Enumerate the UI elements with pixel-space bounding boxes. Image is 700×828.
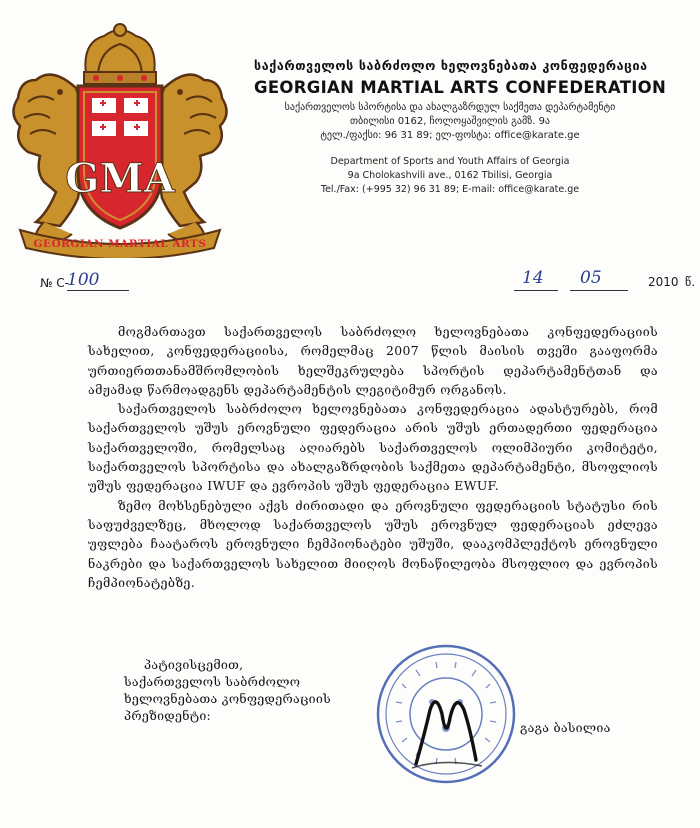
reference-number-value: 100: [67, 270, 100, 290]
reference-line: [40, 268, 696, 296]
address-block: [254, 101, 646, 197]
date-year: 2010: [648, 275, 679, 289]
address-ka-line: თბილისი 0162, ჩოლოყაშვილის გამზ. 9ა: [349, 116, 551, 127]
closing-line: ხელოვნებათა კონფედერაციის: [124, 691, 331, 706]
gma-emblem-logo: [0, 22, 240, 258]
date-day-underline: [514, 290, 558, 291]
body-paragraph: საქართველოს საბრძოლო ხელოვნებათა კონფედერაცია ადასტურებს, რომ საქართველოს უშუს ეროვნული ფედერაცია არის უშუს ერთადერთი ფედერაცია საქართველოში, რომელსაც აღიარებს საქართველოს ოლიმპიური კომიტეტი, საქართველოს სპორტისა და ახალგაზრდობის საქმეთა დეპარტამენტი, მსოფლიოს უშუს ფედერაცია IWUF და ევროპის უშუს ფედერაცია EWUF.: [88, 401, 658, 494]
closing-block: [124, 656, 331, 724]
org-name-english: GEORGIAN MARTIAL ARTS CONFEDERATION: [254, 78, 667, 97]
date-day: 14: [522, 268, 544, 288]
org-name-georgian: საქართველოს საბრძოლო ხელოვნებათა კონფედერაცია: [254, 58, 648, 73]
closing-line: საქართველოს საბრძოლო: [124, 674, 301, 689]
address-english: [254, 155, 646, 197]
body-paragraph: ზემო მოხსენებული აქვს ძირითადი და ეროვნული ფედერაციის სტატუსი რის საფუძველზეც, მხოლოდ საქართველოს უშუს ეროვნულ ფედერაციას ეძლევა უფლება ჩაატაროს ეროვნული ჩემპიონატები უშუში, დააკომპლექტოს ეროვნული ნაკრები და საქართველოს სახელით მიიღოს მონაწილეობა მსოფლიო და ევროპის ჩემპიონატებზე.: [88, 497, 658, 590]
shield-icon: [65, 86, 175, 228]
reference-number-label: № C-: [40, 276, 70, 290]
date-month: 05: [580, 268, 602, 288]
signer-name: გაგა ბასილია: [520, 720, 611, 735]
emblem-monogram: GMA: [65, 155, 175, 202]
address-en-line: Department of Sports and Youth Affairs of Georgia: [330, 156, 570, 167]
address-en-line: Tel./Fax: (+995 32) 96 31 89; E-mail: office@karate.ge: [320, 184, 580, 195]
crown-icon: [84, 24, 156, 84]
address-ka-line: ტელ./ფაქსი: 96 31 89; ელ-ფოსტა: office@karate.ge: [320, 130, 580, 141]
closing-line: პატივისცემით,: [144, 657, 244, 672]
official-stamp-seal: [372, 640, 520, 788]
date-year-suffix: წ.: [685, 275, 696, 289]
reference-number-field: [67, 270, 129, 291]
address-ka-line: საქართველოს სპორტისა და ახალგაზრდულ საქმეთა დეპარტამენტი: [284, 102, 616, 113]
letterhead: [254, 58, 694, 197]
closing-line: პრეზიდენტი:: [124, 708, 212, 723]
letter-body: [88, 322, 658, 592]
address-georgian: [254, 101, 646, 143]
signature-icon: [412, 702, 482, 768]
address-en-line: 9a Cholokashvili ave., 0162 Tbilisi, Georgia: [347, 170, 553, 181]
date-month-underline: [570, 290, 628, 291]
body-paragraph: მოგმართავთ საქართველოს საბრძოლო ხელოვნებათა კონფედერაციის სახელით, კონფედერაციისა, რომელმაც 2007 წლის მაისის თვეში გააფორმა ურთიერთთანამშრომლობის ხელშეკრულება სპორტის დეპარტამენტთან და ამჟამად წარმოადგენს დეპარტამენტის ლეგიტიმურ ორგანოს.: [88, 324, 658, 397]
emblem-ribbon-text: GEORGIAN MARTIAL ARTS: [33, 238, 207, 250]
